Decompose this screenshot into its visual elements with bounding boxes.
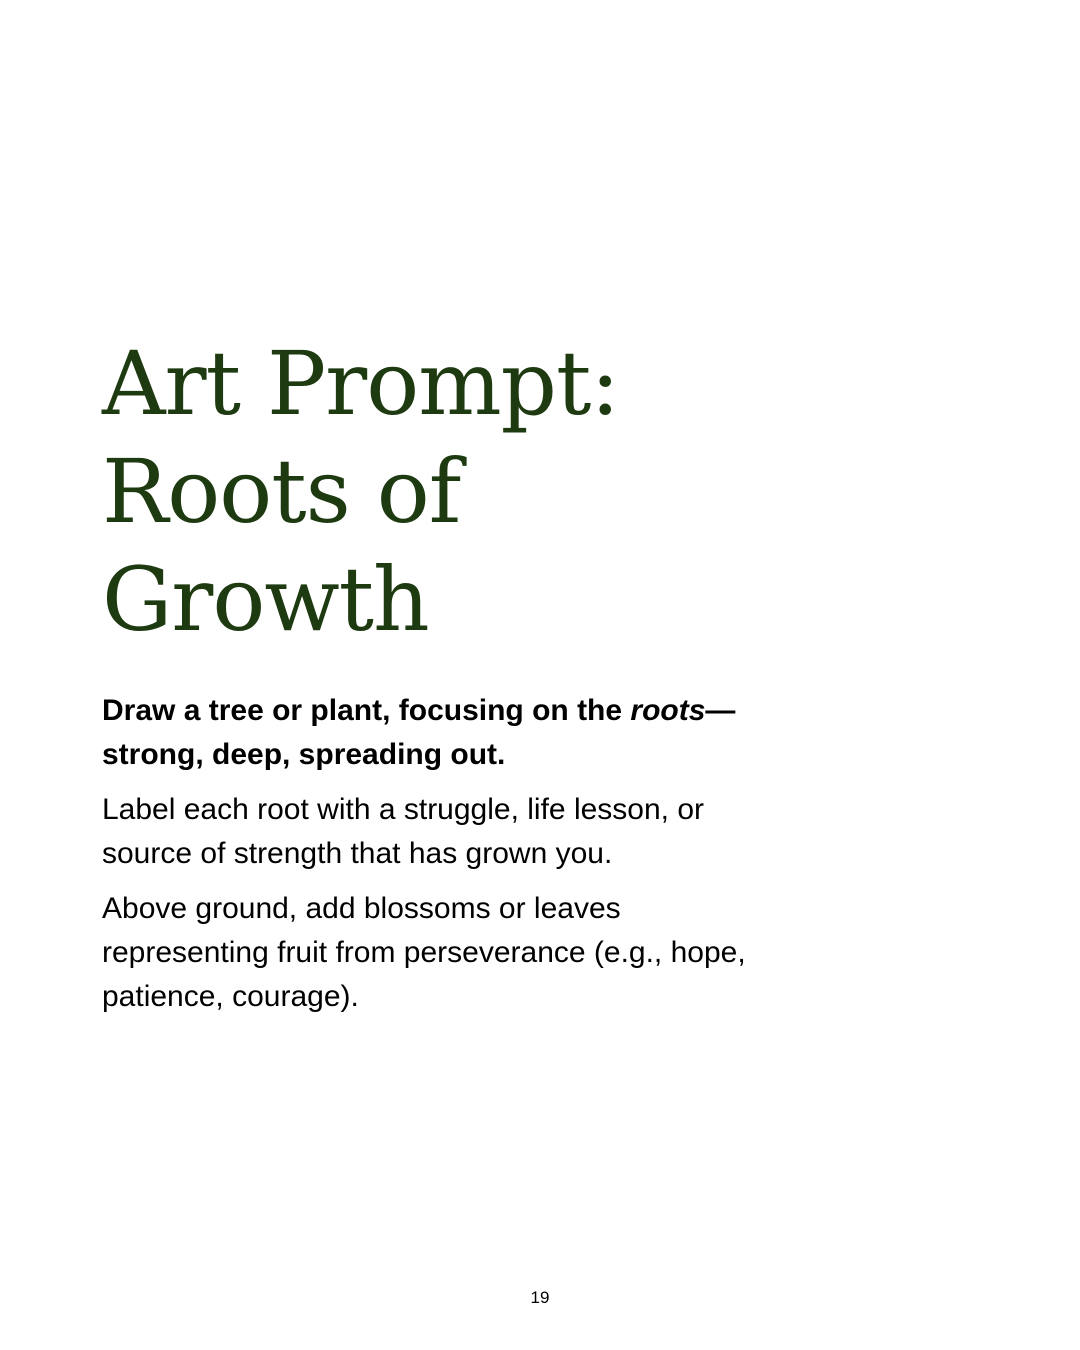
page-title xyxy=(102,330,802,654)
title-line-3: Growth xyxy=(102,548,429,651)
prompt-body xyxy=(102,689,782,1030)
lead-text-after: —strong, deep, spreading out. xyxy=(102,694,736,771)
instruction-paragraph-1: Label each root with a struggle, life lesson, or source of strength that has grown you. xyxy=(102,793,705,870)
instruction-paragraph-2: Above ground, add blossoms or leaves representing fruit from perseverance (e.g., hope, patience, courage). xyxy=(102,892,746,1013)
page-number: 19 xyxy=(530,1288,550,1307)
lead-emphasis: roots xyxy=(630,694,706,727)
title-line-2: Roots of xyxy=(102,440,461,543)
lead-instruction xyxy=(102,689,782,777)
lead-text-before: Draw a tree or plant, focusing on the xyxy=(102,694,631,727)
title-line-1: Art Prompt: xyxy=(102,332,619,435)
